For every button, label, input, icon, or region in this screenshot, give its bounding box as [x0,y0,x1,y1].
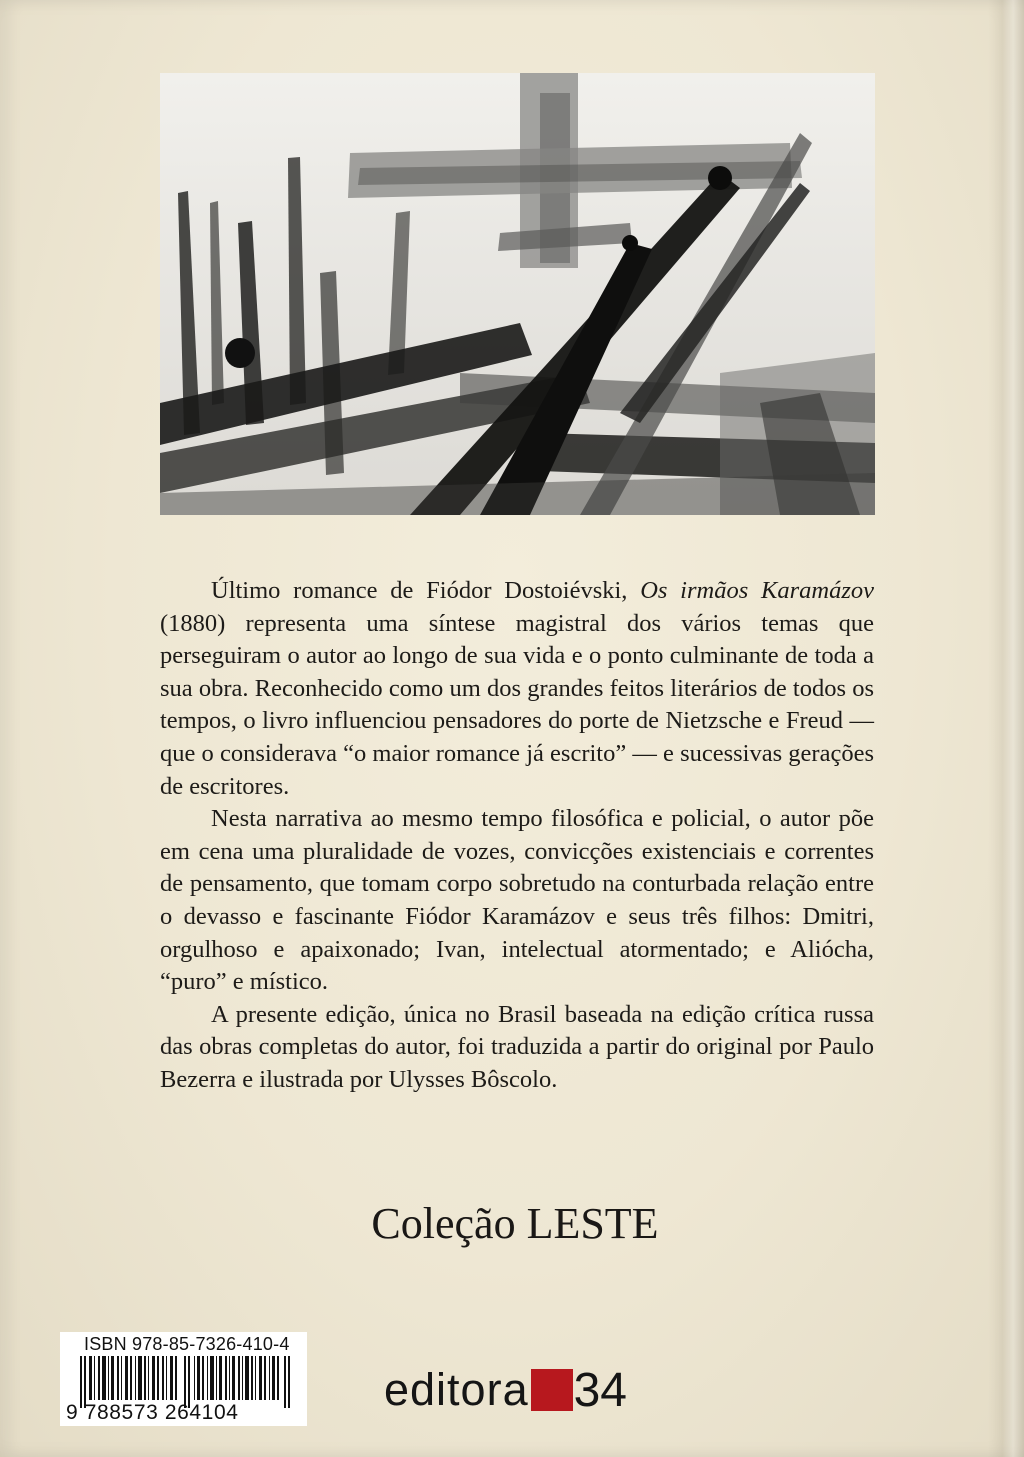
synopsis [160,575,874,1097]
ink-brush-strokes [160,73,875,515]
synopsis-paragraph-2: Nesta narrativa ao mesmo tempo filosófica e policial, o autor põe em cena uma pluralidade de vozes, convicções existenciais e correntes de pensamento, que tomam corpo sobretudo na conturbada relação entre o devasso e fascinante Fiódor Karamázov e seus três filhos: Dmitri, orgulhoso e apaixonado; Ivan, intelectual atormentado; e Aliócha, “puro” e místico. [160,805,874,996]
synopsis-paragraph-3: A presente edição, única no Brasil baseada na edição crítica russa das obras completas do autor, foi traduzida a partir do original por Paulo Bezerra e ilustrada por Ulysses Bôscolo. [160,1000,874,1093]
barcode-digits: 9 788573 264104 [66,1401,239,1424]
publisher-red-square-icon [531,1369,573,1411]
ink-illustration [160,73,875,515]
synopsis-continuation: (1880) representa uma síntese magistral dos vários temas que perseguiram o autor ao longo de sua vida e o ponto culminante de toda a sua obra. Reconhecido como um dos grandes feitos literários de todos os tempos, o livro influenciou pensadores do porte de Nietzsche e Freud — que o considerava “o maior romance já escrito” — e sucessivas gerações de escritores. [160,609,874,800]
collection-name: Coleção LESTE [371,1199,659,1248]
synopsis-lead: Último romance de Fiódor Dostoiévski, [211,577,641,604]
publisher-logo [384,1360,627,1420]
synopsis-paragraph-1 [160,575,874,803]
publisher-number: 34 [573,1363,627,1417]
publisher-name: editora [384,1364,529,1415]
isbn-number: ISBN 978-85-7326-410-4 [84,1334,290,1354]
book-title: Os irmãos Karamázov [640,577,874,604]
isbn-barcode-label [60,1332,307,1426]
